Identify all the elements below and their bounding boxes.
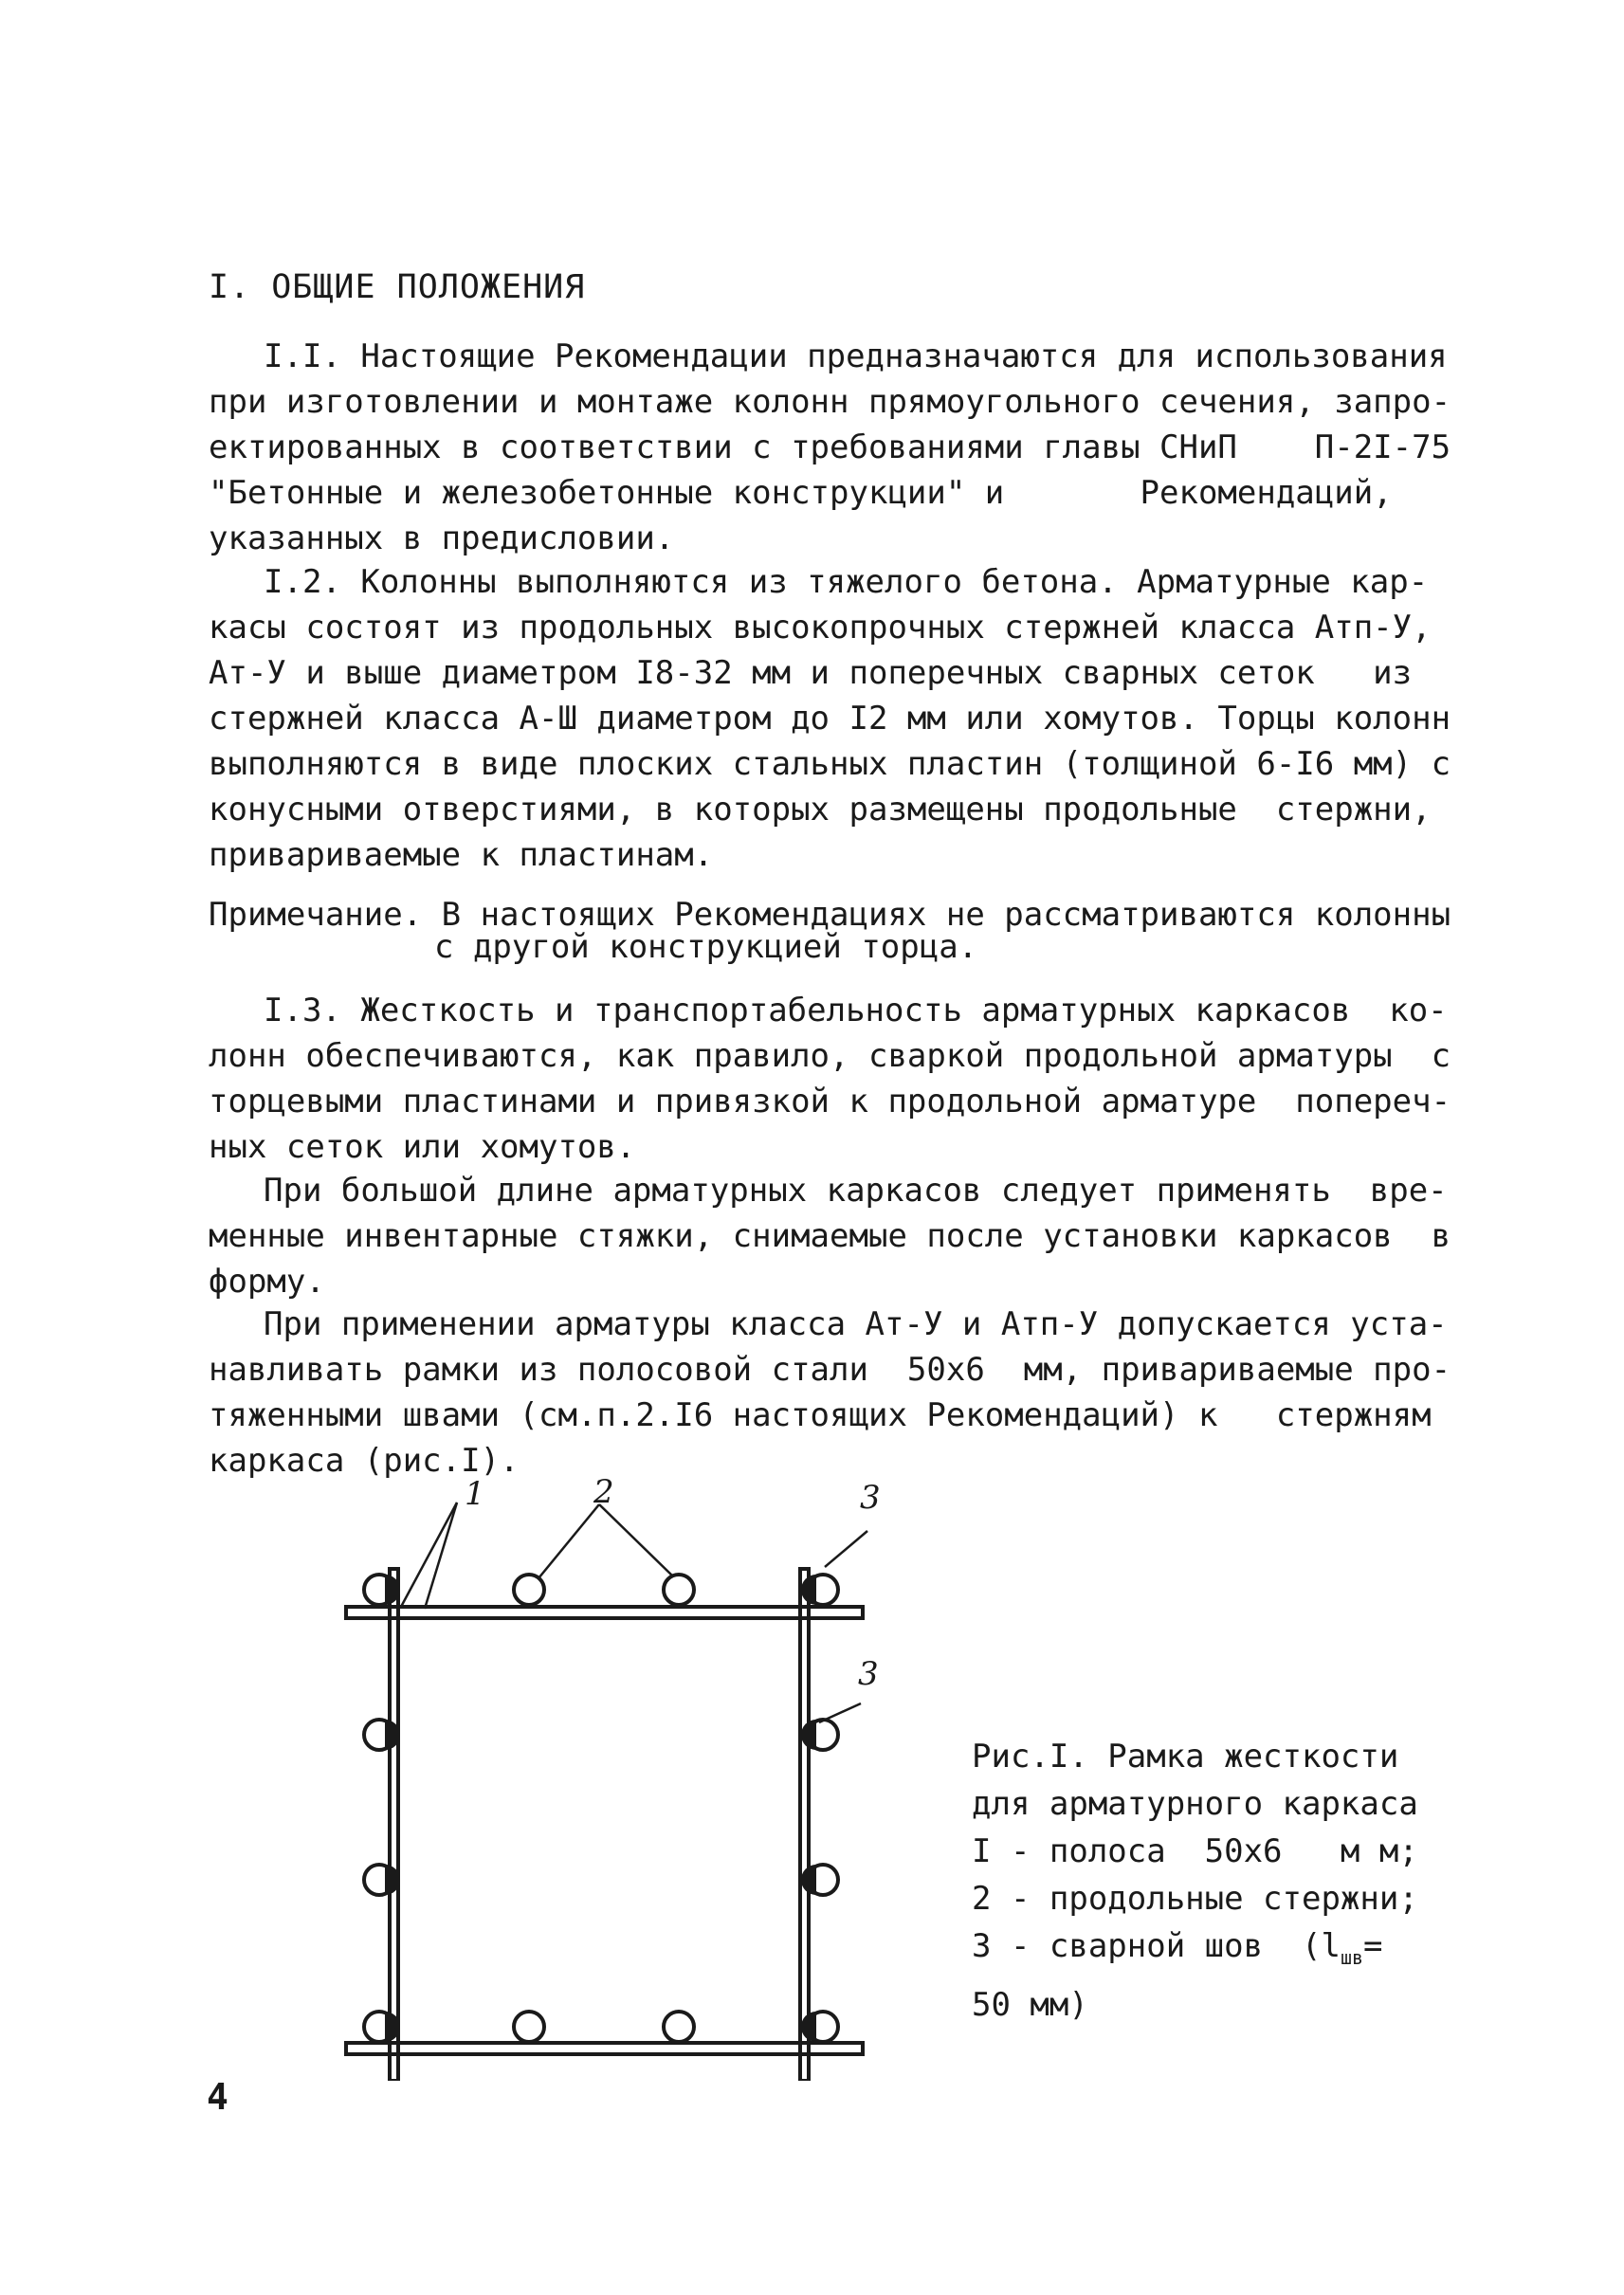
text-line: каркаса (рис.I). (209, 1442, 520, 1480)
text-line: при изготовлении и монтаже колонн прямоугольного сечения, запро- (209, 383, 1451, 421)
caption-line: 50 мм) (972, 1985, 1088, 2024)
note-line: с другой конструкцией торца. (434, 928, 978, 966)
text-line: "Бетонные и железобетонные конструкции" и Рекомендаций, (209, 474, 1393, 512)
caption-line: I - полоса 50х6 м м; (972, 1832, 1418, 1870)
text-line: торцевыми пластинами и привязкой к продольной арматуре попереч- (209, 1083, 1451, 1120)
paragraph-frames (209, 1302, 1451, 1484)
rod-circle (664, 2012, 694, 2042)
weld-seam (801, 2012, 816, 2042)
text-line: стержней класса А-Ш диаметром до I2 мм или хомутов. Торцы колонн (209, 700, 1451, 738)
text-line: ных сеток или хомутов. (209, 1128, 636, 1166)
text-line: лонн обеспечиваются, как правило, сваркой продольной арматуры с (209, 1037, 1451, 1075)
label-1: 1 (465, 1475, 485, 1513)
rod-circle (664, 1575, 694, 1605)
paragraph-long-frames (209, 1168, 1451, 1304)
figure-caption (972, 1733, 1417, 2029)
caption-subscript: шв (1340, 1945, 1364, 1969)
rod-circle (514, 1575, 544, 1605)
text-line: привариваемые к пластинам. (209, 836, 714, 874)
text-line: конусными отверстиями, в которых размещены продольные стержни, (209, 791, 1432, 829)
text-line: I.3. Жесткость и транспортабельность арматурных каркасов ко- (264, 992, 1448, 1029)
text-line: При применении арматуры класса Ат-У и Атп-У допускается уста- (264, 1305, 1448, 1343)
paragraph-1-3 (209, 988, 1451, 1170)
text-line: I.2. Колонны выполняются из тяжелого бетона. Арматурные кар- (264, 563, 1429, 601)
weld-seam (801, 1865, 816, 1895)
label-3-top: 3 (860, 1479, 881, 1517)
text-line: менные инвентарные стяжки, снимаемые после установки каркасов в (209, 1217, 1451, 1255)
caption-equals: = (1363, 1927, 1383, 1965)
right-strip (800, 1569, 809, 2081)
paragraph-1-2 (209, 559, 1451, 878)
label-2: 2 (593, 1474, 614, 1511)
caption-line: 2 - продольные стержни; (972, 1880, 1418, 1918)
note-line: Примечание. В настоящих Рекомендациях не рассматриваются колонны (209, 896, 1451, 934)
caption-line (972, 1922, 1417, 1981)
caption-line: для арматурного каркаса (972, 1785, 1418, 1823)
text-line: указанных в предисловии. (209, 519, 675, 557)
label-3-side: 3 (858, 1655, 879, 1693)
paragraph-1-1 (209, 334, 1451, 561)
text-line: I.I. Настоящие Рекомендации предназначаются для использования (264, 337, 1448, 375)
rod-circle (514, 2012, 544, 2042)
caption-weld-text: 3 - сварной шов (l (972, 1927, 1341, 1965)
leader-lines (401, 1503, 867, 1722)
text-line: При большой длине арматурных каркасов следует применять вре- (264, 1172, 1448, 1210)
text-line: форму. (209, 1263, 325, 1301)
section-heading: I. ОБЩИЕ ПОЛОЖЕНИЯ (209, 268, 586, 306)
top-strip (346, 1607, 863, 1618)
bottom-strip (346, 2043, 863, 2054)
text-line: выполняются в виде плоских стальных пластин (толщиной 6-I6 мм) с (209, 745, 1451, 783)
text-line: Ат-У и выше диаметром I8-32 мм и поперечных сварных сеток из (209, 654, 1413, 692)
page-number: 4 (207, 2076, 228, 2118)
text-line: тяженными швами (см.п.2.I6 настоящих Рекомендаций) к стержням (209, 1396, 1432, 1434)
text-line: касы состоят из продольных высокопрочных стержней класса Атп-У, (209, 609, 1432, 647)
text-line: навливать рамки из полосовой стали 50х6 мм, привариваемые про- (209, 1351, 1451, 1389)
caption-line: Рис.I. Рамка жесткости (972, 1738, 1399, 1776)
frame-figure (322, 1474, 891, 2081)
note-block (209, 896, 1451, 966)
weld-seam (801, 1720, 816, 1750)
weld-seam (801, 1575, 816, 1605)
left-strip (390, 1569, 398, 2081)
text-line: ектированных в соответствии с требованиями главы СНиП П-2I-75 (209, 428, 1451, 466)
